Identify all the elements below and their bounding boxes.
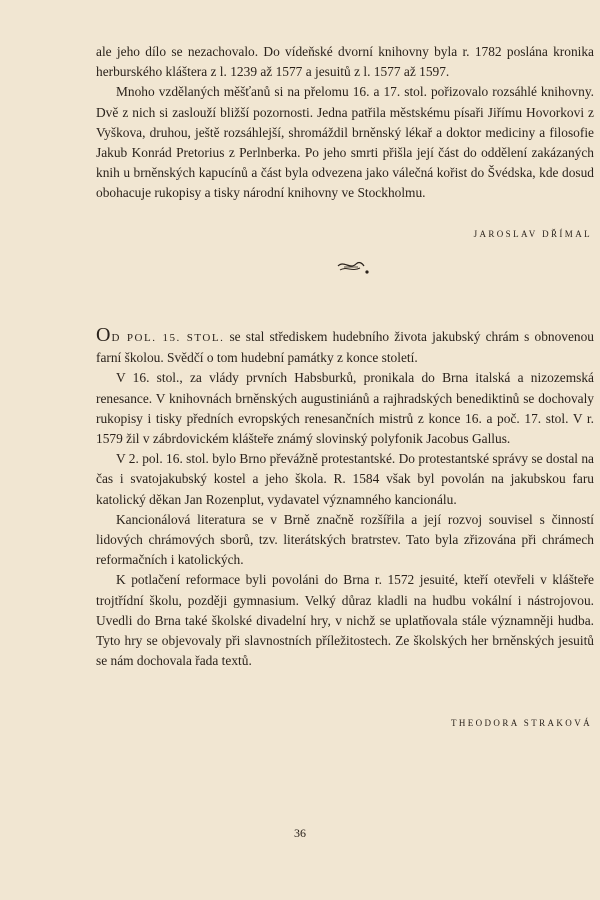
section-2-paragraph-4: Kancionálová literatura se v Brně značně rozšířila a její rozvoj souvisel s činností lidových chrámových sborů, tzv. literátských bratrstev. Tato byla zřizována při chrámech reformačních i katolických. xyxy=(96,511,594,568)
lead-text: se stal střediskem hudebního života jakubský chrám s obnovenou farní školou. Svědčí o tom hudební památky z konce století. xyxy=(96,329,595,366)
section-1 xyxy=(96,42,594,204)
author-signature-1: JAROSLAV DŘÍMAL xyxy=(473,229,592,239)
lead-small-caps: D POL. 15. STOL. xyxy=(111,332,225,344)
section-2-paragraph-5: K potlačení reformace byli povoláni do Brna r. 1572 jesuité, kteří otevřeli v klášteře trojtřídní školu, později gymnasium. Velký důraz kladli na hudbu vokální i nástrojovou. Uvedli do Brna také školské divadelní hry, v nichž se uplatňovala stále významněji hudba. Tyto hry se objevovaly při slavnostních příležitostech. Ze školských her brněnských jesuitů se nám dochovala řada textů. xyxy=(96,572,594,669)
section-2-paragraph-3: V 2. pol. 16. stol. bylo Brno převážně protestantské. Do protestantské správy se dostal na čas i svatojakubský kostel a jeho škola. R. 1584 však byl povolán na jakubskou faru katolický děkan Jan Rozenplut, vydavatel významného kancionálu. xyxy=(96,451,594,507)
drop-cap: O xyxy=(96,324,112,346)
section-2-paragraph-2: V 16. stol., za vlády prvních Habsburků, pronikala do Brna italská a nizozemská renesance. V knihovnách brněnských augustiniánů a rajhradských benediktinů se dochovaly rukopisy i tisky předních evropských renesančních mistrů z konce 16. a poč. 17. stol. V r. 1579 žil v zábrdovickém klášteře známý slovinský polyfonik Jacobus Gallus. xyxy=(96,370,594,447)
section-1-paragraph-1: ale jeho dílo se nezachovalo. Do vídeňské dvorní knihovny byla r. 1782 poslána kronika herburského kláštera z l. 1239 až 1577 a jesuitů z l. 1577 až 1597. xyxy=(96,44,594,80)
page-number: 36 xyxy=(294,826,306,840)
section-2 xyxy=(96,326,594,671)
section-2-paragraph-1 xyxy=(96,326,594,368)
flourish-ornament-icon xyxy=(334,258,374,278)
author-signature-2: THEODORA STRAKOVÁ xyxy=(450,718,592,728)
section-1-paragraph-2: Mnoho vzdělaných měšťanů si na přelomu 16. a 17. stol. pořizovalo rozsáhlé knihovny. Dvě z nich si zaslouží bližší pozornosti. Jedna patřila městskému písaři Jiřímu Hovorkovi z Vyškova, druhou, ještě rozsáhlejší, shromáždil brněnský lékař a doktor mediciny a filosofie Jakub Konrád Pretorius z Perlnberka. Po jeho smrti přišla její část do oddělení zakázaných knih u brněnských kapucínů a část byla odvezena jako válečná kořist do Švédska, kde dosud obohacuje rukopisy a tisky národní knihovny ve Stockholmu. xyxy=(96,84,594,201)
